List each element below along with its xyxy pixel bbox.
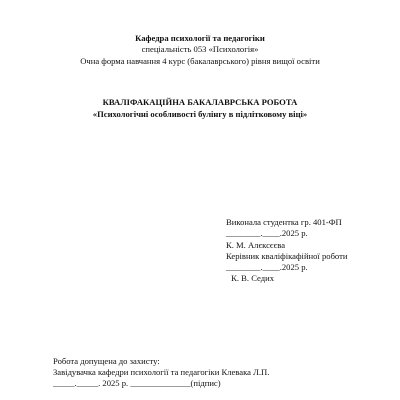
supervisor-name: К. В. Седих — [229, 273, 275, 283]
admission-date-signature: _____._____. 2025 р. ______________(підпис) — [53, 378, 221, 388]
supervisor-date: ________.____.2025 р. — [226, 262, 308, 272]
performer-name: К. М. Алєксєєва — [226, 240, 286, 250]
admission-heading: Робота допущена до захисту: — [53, 356, 160, 366]
work-topic: «Психологічні особливості булінгу в підлітковому віці» — [92, 109, 308, 119]
study-form-line: Очна форма навчання 4 курс (бакалаврського) рівня вищої освіти — [80, 56, 320, 66]
performer-date: ________.____.2025 р. — [226, 228, 308, 238]
department-name: Кафедра психології та педагогіки — [135, 33, 265, 43]
specialty-line: спеціальність 053 «Психологія» — [141, 44, 259, 54]
work-type-title: КВАЛІФАКАЦІЙНА БАКАЛАВРСЬКА РОБОТА — [102, 97, 298, 107]
admission-head-of-department: Завідувачка кафедри психології та педагогіки Клевака Л.П. — [53, 367, 270, 377]
supervisor-line: Керівник кваліфікафійної роботи — [226, 251, 348, 261]
performer-line: Виконала студентка гр. 401-ФП — [226, 217, 342, 227]
